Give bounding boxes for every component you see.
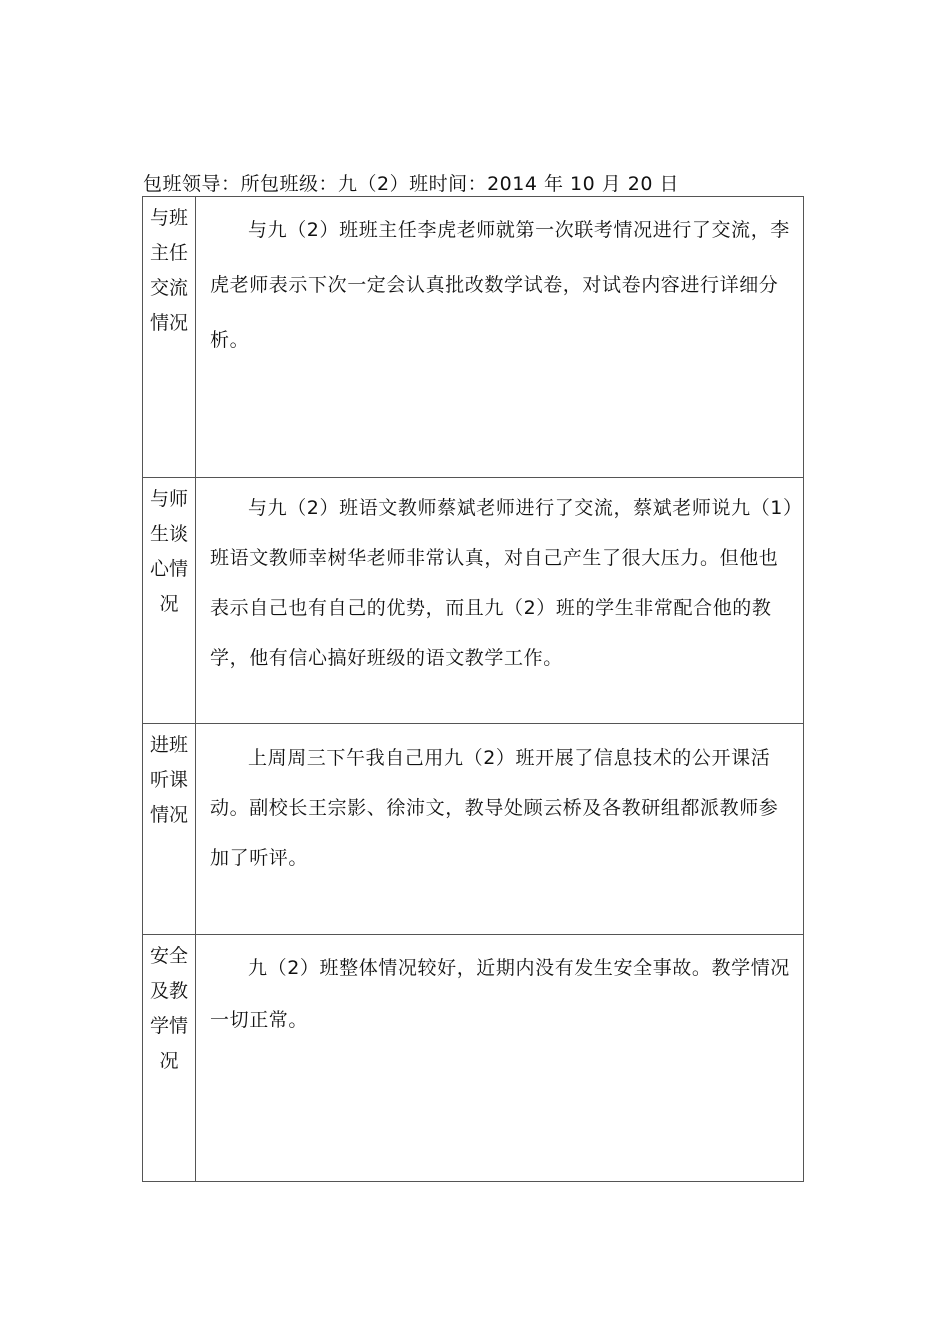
row-content-cell	[196, 724, 804, 935]
row-label-line: 学情	[149, 1015, 188, 1037]
table-row-class-observation	[143, 724, 804, 935]
row-label-line: 况	[159, 1050, 179, 1072]
row-label-line: 与班	[149, 207, 188, 229]
row-label-line: 心情	[149, 558, 188, 580]
row-label-line: 情况	[149, 312, 188, 334]
row-content-cell	[196, 197, 804, 478]
row-label-line: 情况	[149, 804, 188, 826]
row-label-line: 生谈	[149, 523, 188, 545]
row-label	[143, 197, 196, 478]
row-label-line: 主任	[149, 242, 188, 264]
row-content: 与九（2）班班主任李虎老师就第一次联考情况进行了交流，李虎老师表示下次一定会认真批改数学试卷，对试卷内容进行详细分析。	[210, 219, 790, 351]
row-label-line: 听课	[149, 769, 188, 791]
row-content: 九（2）班整体情况较好，近期内没有发生安全事故。教学情况一切正常。	[210, 957, 790, 1031]
row-label-line: 况	[159, 593, 179, 615]
row-content-cell	[196, 935, 804, 1182]
class-record-table	[142, 196, 804, 1182]
table-row-teacher-exchange	[143, 197, 804, 478]
row-label-line: 交流	[149, 277, 188, 299]
row-label	[143, 724, 196, 935]
table-row-heart-to-heart	[143, 478, 804, 724]
row-label-line: 及教	[149, 980, 188, 1002]
row-content-cell	[196, 478, 804, 724]
row-label	[143, 478, 196, 724]
row-content: 上周周三下午我自己用九（2）班开展了信息技术的公开课活动。副校长王宗影、徐沛文，教导处顾云桥及各教研组都派教师参加了听评。	[210, 747, 779, 869]
header-line: 包班领导：所包班级：九（2）班时间：2014 年 10 月 20 日	[143, 173, 679, 195]
row-label-line: 与师	[149, 488, 188, 510]
row-label-line: 安全	[149, 945, 188, 967]
table-row-safety-teaching	[143, 935, 804, 1182]
row-label	[143, 935, 196, 1182]
row-content: 与九（2）班语文教师蔡斌老师进行了交流，蔡斌老师说九（1）班语文教师幸树华老师非常认真，对自己产生了很大压力。但他也表示自己也有自己的优势，而且九（2）班的学生非常配合他的教学，他有信心搞好班级的语文教学工作。	[210, 497, 794, 669]
row-label-line: 进班	[149, 734, 188, 756]
